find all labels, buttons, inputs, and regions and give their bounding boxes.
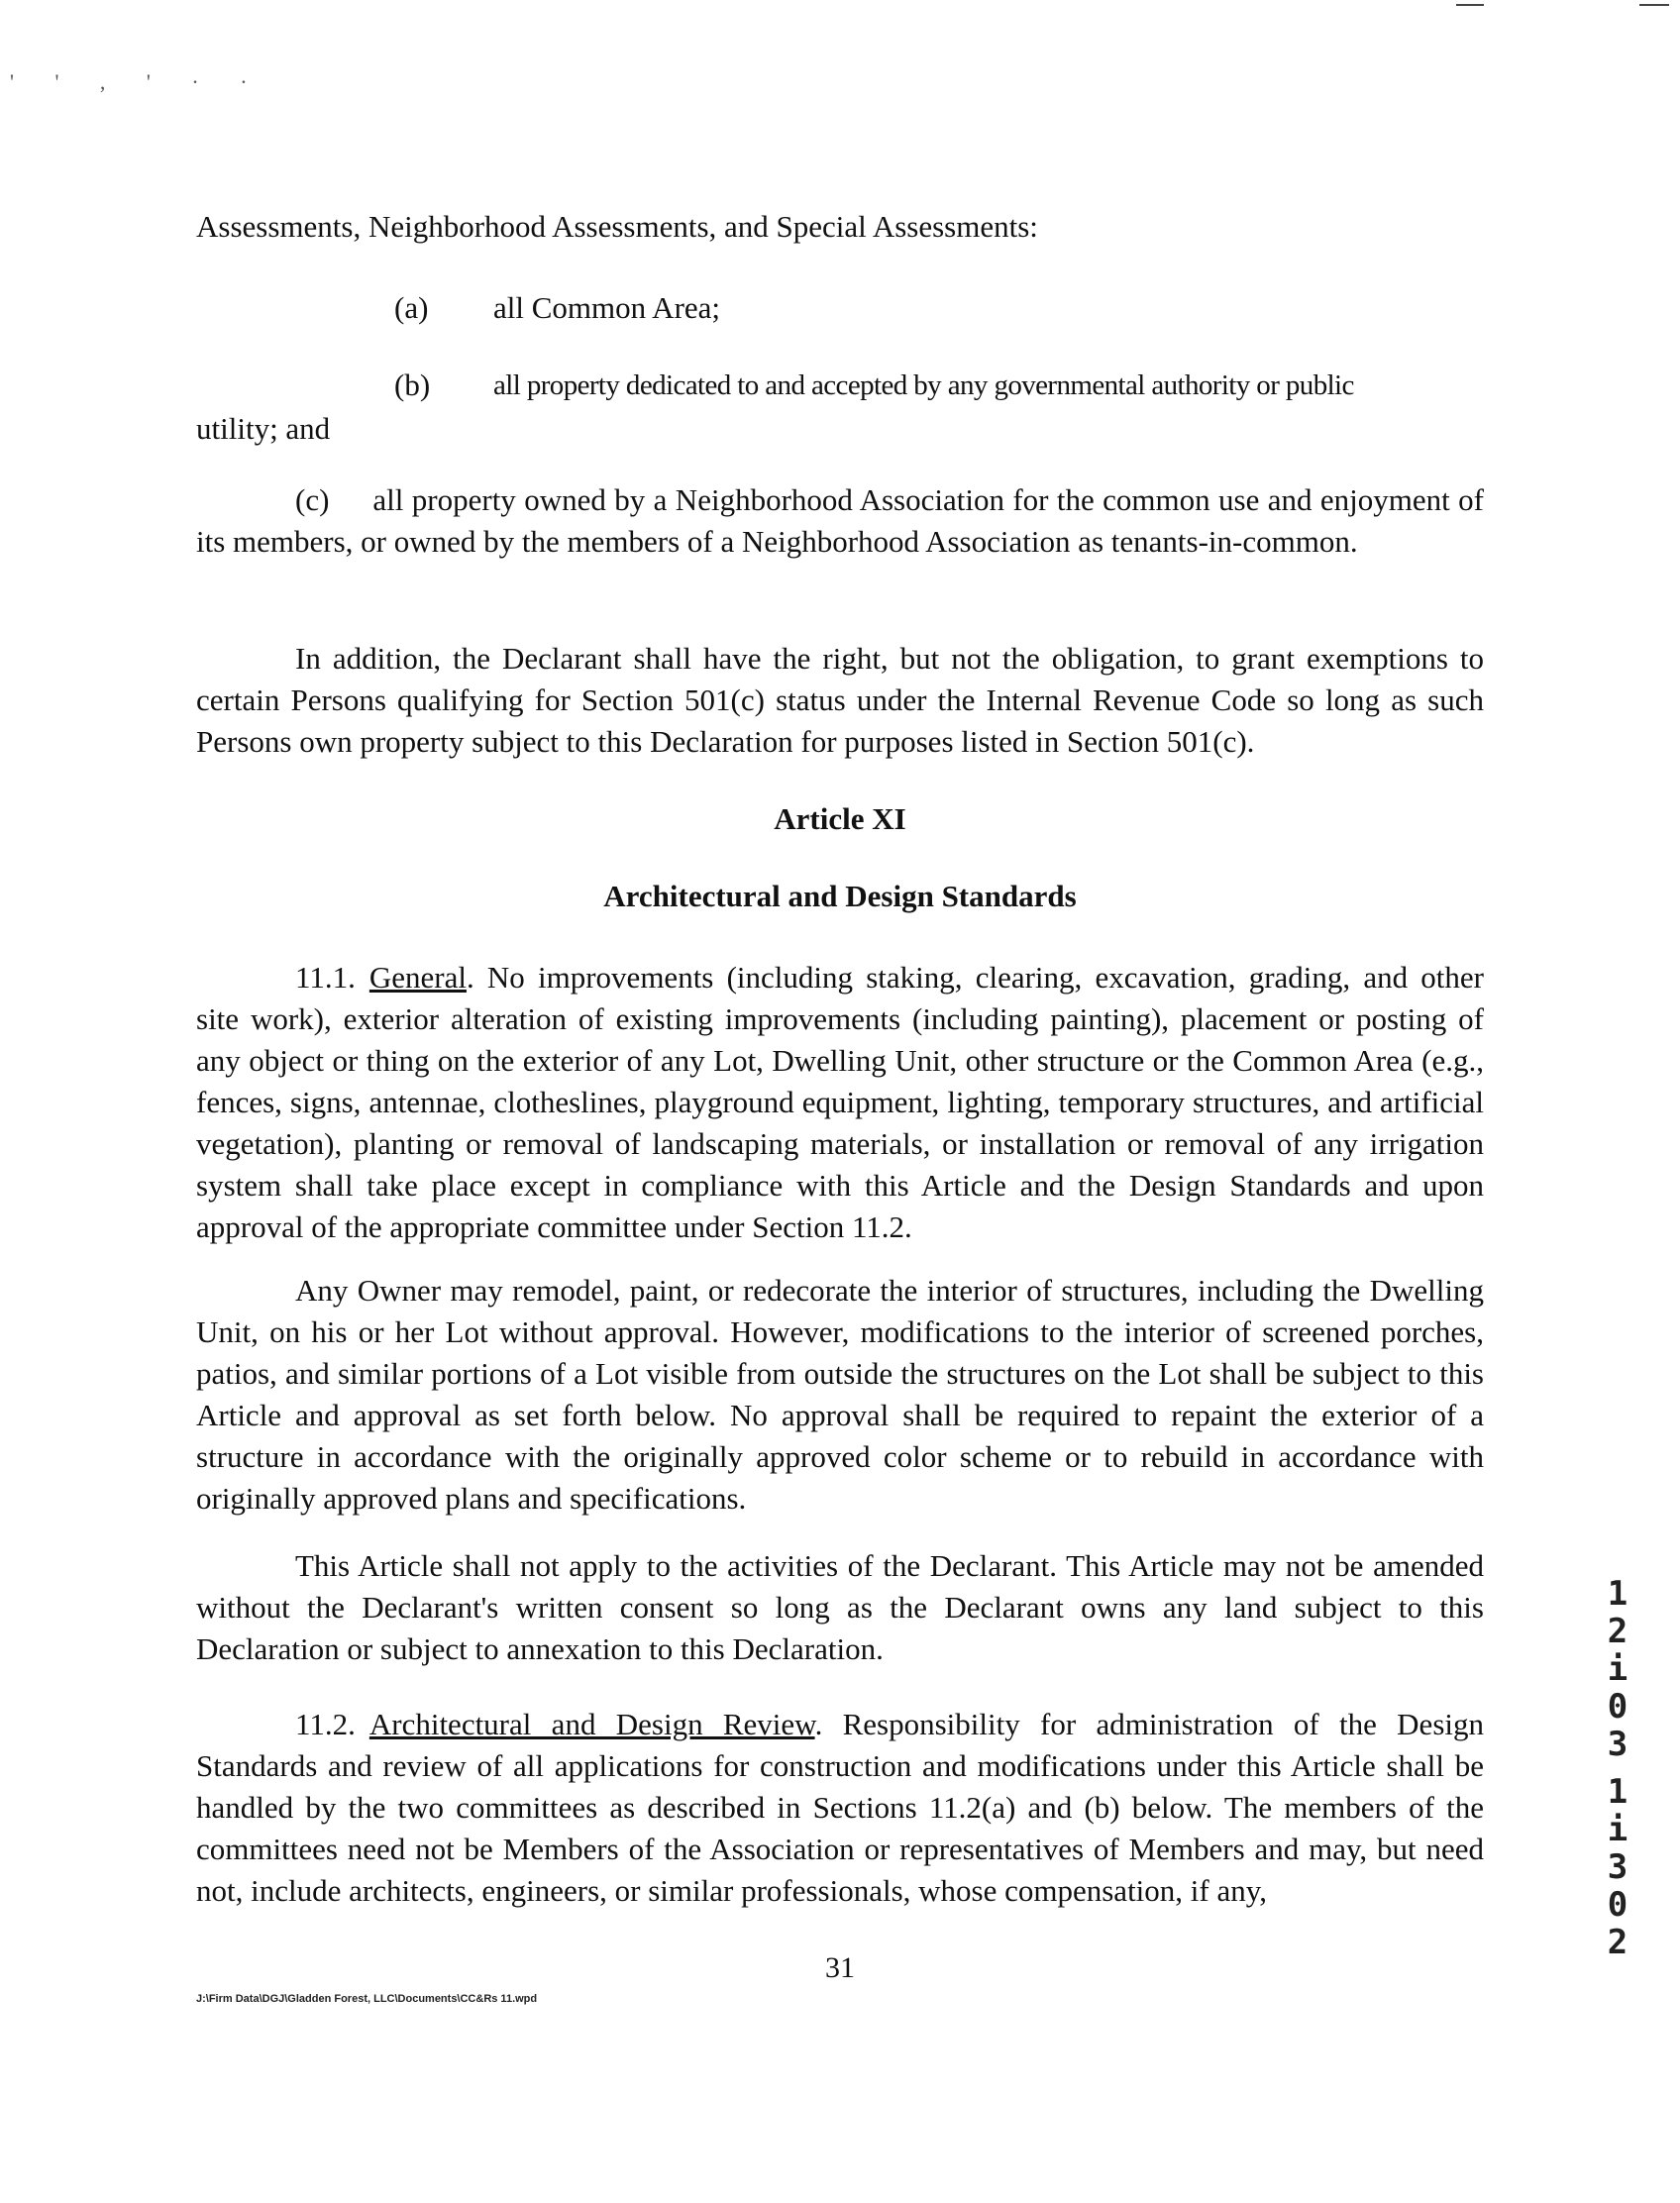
side-stamp-upper: 1 2 i 0 3 bbox=[1607, 1574, 1628, 1764]
section-11-1 bbox=[196, 957, 1484, 1248]
item-text: all property dedicated to and accepted by any governmental authority or public bbox=[493, 369, 1354, 401]
page-number: 31 bbox=[825, 1951, 855, 1984]
side-stamp-lower: 1 i 3 0 2 bbox=[1607, 1772, 1628, 1962]
opening-line: Assessments, Neighborhood Assessments, and Special Assessments: bbox=[196, 209, 1038, 244]
item-continuation: utility; and bbox=[196, 411, 331, 446]
item-text: all property owned by a Neighborhood Association for the common use and enjoyment of its members, or owned by the members of a Neighborhood Association as tenants-in-common. bbox=[196, 482, 1484, 559]
item-label: (a) bbox=[394, 290, 429, 325]
item-label: (c) bbox=[295, 482, 330, 517]
section-body: . Responsibility for administration of the Design Standards and review of all applications for construction and modifications under this Article shall be handled by the two committees as described in Sections 11.2(a) and (b) below. The members of the committees need not be Members of the Association or representatives of Members and may, but need not, include architects, engineers, or similar professionals, whose compensation, if any, bbox=[196, 1707, 1484, 1908]
scan-mark bbox=[1639, 4, 1669, 6]
section-number: 11.2. bbox=[295, 1707, 356, 1741]
owner-paragraph: Any Owner may remodel, paint, or redecorate the interior of structures, including the Dwelling Unit, on his or her Lot without approval. However, modifications to the interior of screened porches, patios, and similar portions of a Lot visible from outside the structures on the Lot shall be subject to this Article and approval as set forth below. No approval shall be required to repaint the exterior of a structure in accordance with the originally approved color scheme or to rebuild in accordance with originally approved plans and specifications. bbox=[196, 1273, 1484, 1516]
section-number: 11.1. bbox=[295, 960, 356, 995]
footer-file-path: J:\Firm Data\DGJ\Gladden Forest, LLC\Documents\CC&Rs 11.wpd bbox=[196, 1993, 538, 2005]
scan-mark bbox=[1456, 4, 1484, 6]
article-title: Article XI bbox=[774, 801, 906, 836]
section-body: . No improvements (including staking, clearing, excavation, grading, and other site work), exterior alteration of existing improvements (including painting), placement or posting of any object or thing on the exterior of any Lot, Dwelling Unit, other structure or the Common Area (e.g., fences, signs, antennae, clotheslines, playground equipment, lighting, temporary structures, and artificial vegetation), planting or removal of landscaping materials, or installation or removal of any irrigation system shall take place except in compliance with this Article and the Design Standards and upon approval of the appropriate committee under Section 11.2. bbox=[196, 960, 1484, 1244]
scan-specks: ' ' , ' · · bbox=[10, 69, 265, 94]
section-heading: Architectural and Design Review bbox=[368, 1707, 815, 1741]
exemption-paragraph: In addition, the Declarant shall have the right, but not the obligation, to grant exemptions to certain Persons qualifying for Section 501(c) status under the Internal Revenue Code so long as such Persons own property subject to this Declaration for purposes listed in Section 501(c). bbox=[196, 641, 1484, 759]
list-item bbox=[196, 479, 1484, 563]
declarant-paragraph: This Article shall not apply to the activities of the Declarant. This Article may not be amended without the Declarant's written consent so long as the Declarant owns any land subject to this Declaration or subject to annexation to this Declaration. bbox=[196, 1548, 1484, 1666]
section-heading: General bbox=[368, 960, 467, 995]
section-11-2 bbox=[196, 1704, 1484, 1912]
item-text: all Common Area; bbox=[493, 290, 721, 325]
article-subtitle: Architectural and Design Standards bbox=[603, 879, 1077, 913]
item-label: (b) bbox=[394, 367, 431, 402]
